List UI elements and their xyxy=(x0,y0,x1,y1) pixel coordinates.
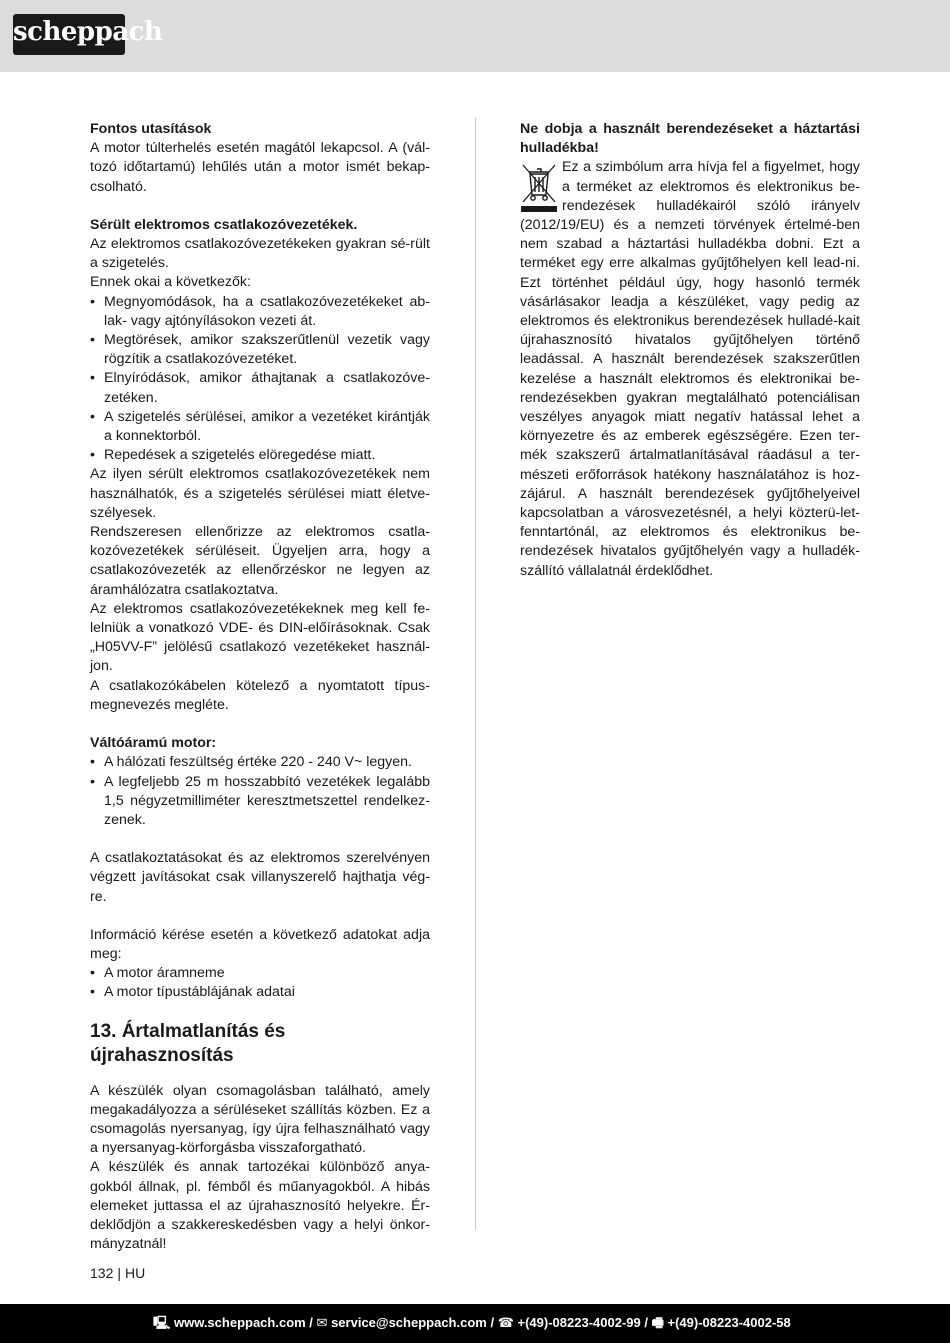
paragraph: A készülék olyan csomagolásban található, amely megakadályozza a sérüléseket szállítás közben. Ez a csomagolás nyersanyag, így újra felhasználható vagy a nyersanyag-körforgásba visszaforgatható. xyxy=(90,1082,430,1157)
paragraph: Az ilyen sérült elektromos csatlakozóvezetékek nem használhatók, és a szigetelés sérülései miatt életve-szélyesek. xyxy=(90,466,430,521)
bullet-list xyxy=(90,753,430,830)
mail-icon: ✉ xyxy=(316,1315,328,1330)
list-item: • A hálózati feszültség értéke 220 - 240 V~ legyen. xyxy=(90,753,430,772)
phone-number: +(49)-08223-4002-99 / xyxy=(517,1315,648,1330)
list-item: • Repedések a szigetelés elöregedése miatt. xyxy=(90,446,430,465)
heading-damaged-cables: Sérült elektromos csatlakozóvezetékek. xyxy=(90,216,358,233)
column-divider xyxy=(475,118,476,1230)
paragraph: A csatlakoztatásokat és az elektromos szerelvényen végzett javításokat csak villanyszerelő hajthatja vég-re. xyxy=(90,850,430,905)
logo-text: scheppach xyxy=(13,17,163,47)
list-item: • A motor típustáblájának adatai xyxy=(90,983,430,1002)
paragraph: Az elektromos csatlakozóvezetékeknek meg kell fe-lelniük a vonatkozó VDE- és DIN-előírásoknak. Csak „H05VV-F” jelölésű csatlakozó vezetékeket használ-jon. xyxy=(90,600,430,675)
list-item: • Megtörések, amikor szakszerűtlenül vezetik vagy rögzítik a csatlakozóvezetéket. xyxy=(90,331,430,369)
website-link[interactable]: www.scheppach.com / xyxy=(173,1315,313,1330)
header-bar xyxy=(0,0,950,72)
page-number xyxy=(90,1265,145,1281)
paragraph: Információ kérése esetén a következő adatokat adja meg: xyxy=(90,926,430,962)
section-heading-disposal: 13. Ártalmatlanítás és újrahasznosítás xyxy=(90,1020,286,1066)
left-column xyxy=(90,120,430,1254)
list-item: • A motor áramneme xyxy=(90,964,430,983)
list-item: • A legfeljebb 25 m hosszabbító vezetékek legalább 1,5 négyzetmilliméter keresztmetszettel rendelkez-zenek. xyxy=(90,773,430,831)
footer-bar xyxy=(0,1304,950,1343)
bullet-list xyxy=(90,293,430,466)
heading-ac-motor: Váltóáramú motor: xyxy=(90,735,217,752)
list-item: • Megnyomódások, ha a csatlakozóvezetékeket ab-lak- vagy ajtónyílásokon vezeti át. xyxy=(90,293,430,331)
email-link[interactable]: service@scheppach.com / xyxy=(331,1315,495,1330)
paragraph: A csatlakozókábelen kötelező a nyomtatott típus-megnevezés megléte. xyxy=(90,677,430,713)
paragraph: Az elektromos csatlakozóvezetékeken gyakran sé-rült a szigetelés. xyxy=(90,236,430,272)
crossed-out-wheelie-bin-icon xyxy=(520,162,558,214)
scheppach-logo xyxy=(13,14,163,55)
list-item: • Elnyíródások, amikor áthajtanak a csatlakozóve-zetéken. xyxy=(90,369,430,407)
bullet-list xyxy=(90,964,430,1002)
fax-number: +(49)-08223-4002-58 xyxy=(667,1315,791,1330)
footer-contacts xyxy=(153,1314,791,1336)
heading-important-instructions: Fontos utasítások xyxy=(90,121,212,137)
list-item: • A szigetelés sérülései, amikor a vezetéket kirántják a konnektorból. xyxy=(90,408,430,446)
fax-icon: 🖷 xyxy=(651,1315,664,1330)
heading-weee: Ne dobja a használt berendezéseket a háztartási hulladékba! xyxy=(520,121,860,157)
paragraph: A motor túlterhelés esetén magától lekapcsol. A (vál-tozó időtartamú) lehűlés után a motor ismét bekap-csolható. xyxy=(90,140,430,195)
page-language: HU xyxy=(125,1265,146,1281)
right-column xyxy=(520,120,860,581)
computer-icon: 🖳 xyxy=(153,1315,171,1330)
page-number-value: 132 xyxy=(90,1265,114,1281)
paragraph: A készülék és annak tartozékai különböző anya-gokból állnak, pl. fémből és műanyagokból. A hibás elemeket juttassa el az újrahasznosító helyekre. Ér-deklődjön a szakkereskedésben vagy a helyi önkor-mányzatnál! xyxy=(90,1159,430,1253)
paragraph: Rendszeresen ellenőrizze az elektromos csatla-kozóvezetékek sérüléseit. Ügyeljen arra, hogy a csatlakozóvezeték az ellenőrzéskor ne legyen az áramhálózatra csatlakoztatva. xyxy=(90,524,430,598)
phone-icon: ☎ xyxy=(497,1315,514,1330)
page-separator: | xyxy=(117,1265,121,1281)
paragraph: Ennek okai a következők: xyxy=(90,274,251,291)
weee-paragraph: Ez a szimbólum arra hívja fel a figyelmet, hogy a terméket az elektromos és elektronikus be-rendezések hulladékairól szóló irányelv (2012/19/EU) és a nemzeti törvények értelmé-ben nem szabad a háztartási hulladékba dobni. Ezt a terméket egy erre alkalmas gyűjtőhelyen kell lead-ni. Ezt történhet például úgy, hogy hasonló termék vásárlásakor leadja a készüléket, vagy pedig az elektromos és elektronikus berendezések hulladé-kait újrahasznosító hivatalos gyűjtőhelyen történő leadással. A használt berendezések szakszerűtlen kezelése a használt elektromos és elektronikai be-rendezésekben gyakran megtalálható potenciálisan veszélyes anyagok miatt negatív hatással lehet a környezetre és az emberek egészségére. Ezen ter-mék szakszerű ártalmatlanításával ráadásul a ter-mészeti erőforrások hatékony használatához is hoz-zájárul. A használt berendezések gyűjtőhelyeivel kapcsolatban a városvezetésnél, a helyi közterü-let-fenntartónál, az elektromos és elektronikus be-rendezések hivatalos gyűjtőhelyén vagy a hulladék-szállító vállalatnál érdeklődhet. xyxy=(520,159,860,579)
